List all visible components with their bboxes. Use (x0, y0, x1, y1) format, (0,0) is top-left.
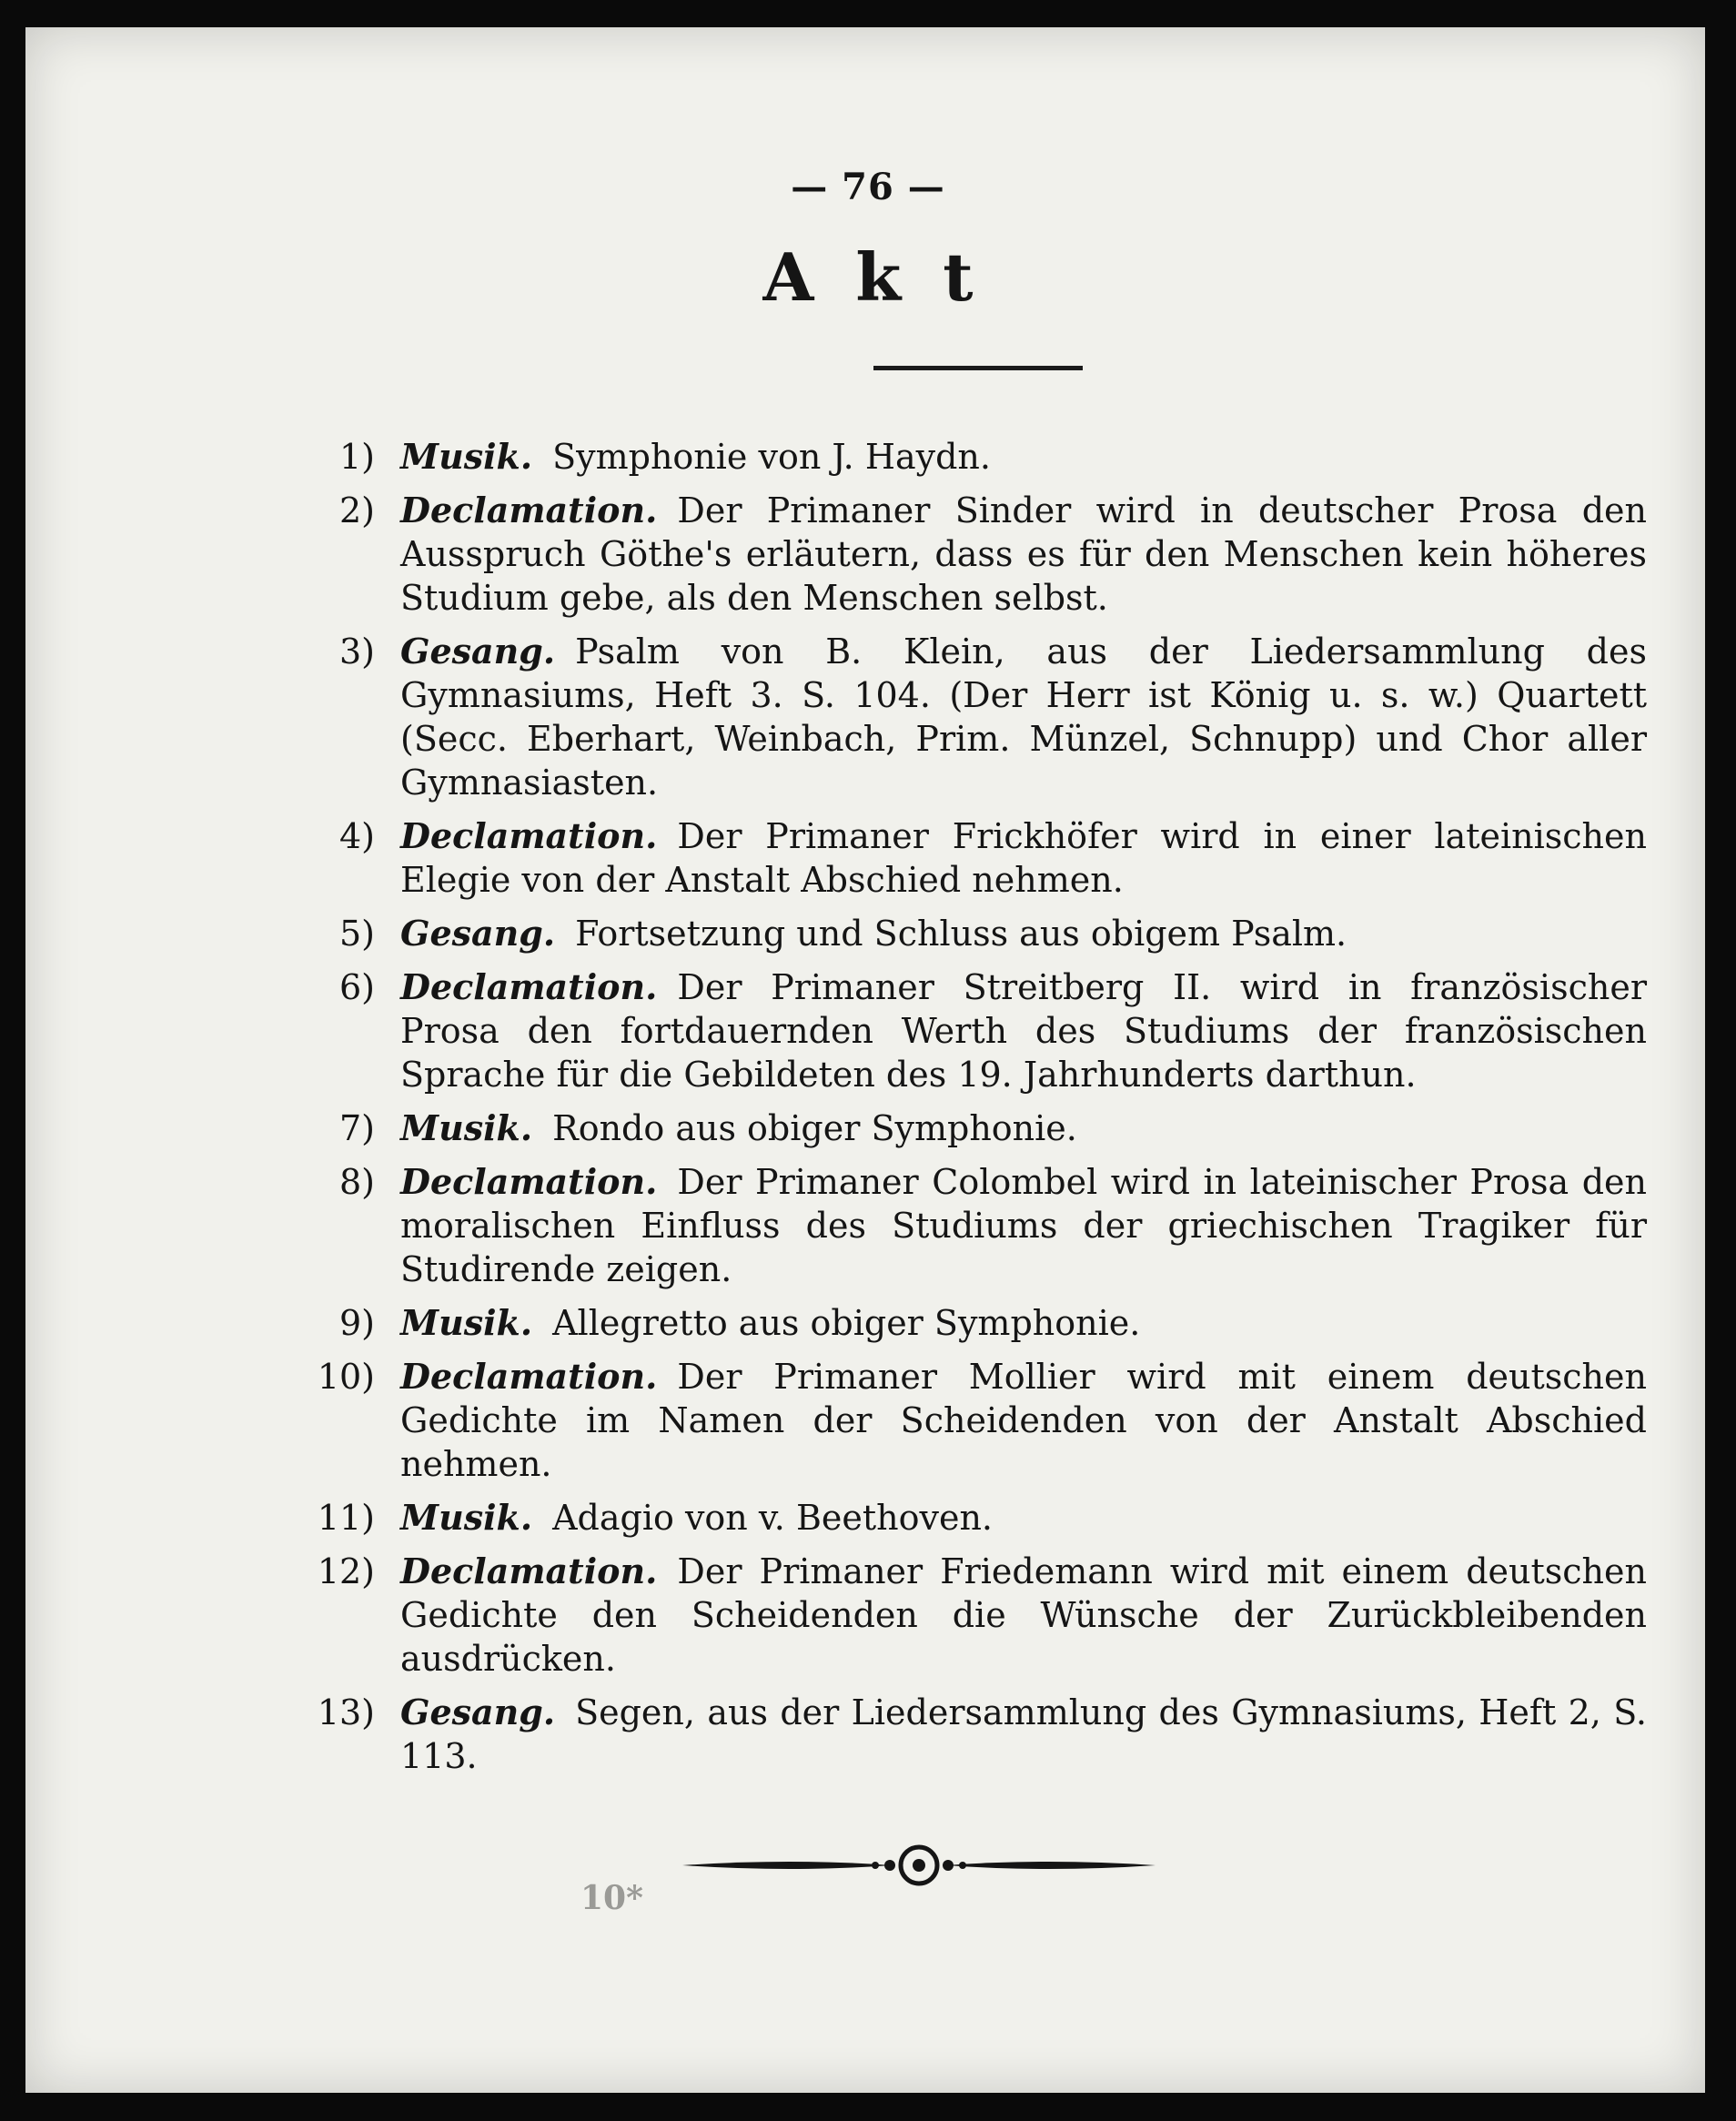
item-number: 7) (338, 1108, 375, 1148)
item-number: 12) (317, 1551, 375, 1591)
item-label: Musik. (400, 1497, 533, 1538)
item-text: Der Primaner Sinder wird in deutscher Prosa den Ausspruch Göthe's erläutern, dass es für den Menschen kein höheres Studium gebe, als den Menschen selbst. (400, 490, 1647, 618)
program-list (300, 435, 1647, 1788)
item-number: 4) (338, 816, 375, 856)
item-label: Gesang. (400, 631, 556, 672)
item-label: Musik. (400, 1107, 533, 1148)
ornament-divider (673, 1838, 1165, 1893)
program-item (300, 1550, 1647, 1681)
heading-rule (873, 366, 1083, 370)
item-number: 2) (338, 490, 375, 530)
program-item (300, 435, 1647, 479)
item-number: 11) (317, 1498, 375, 1538)
item-text: Der Primaner Streitberg II. wird in französischer Prosa den fortdauernden Werth des Studiums der französischen Sprache für die Gebildeten des 19. Jahrhunderts darthun. (400, 967, 1647, 1095)
item-number: 1) (338, 437, 375, 477)
item-text: Der Primaner Colombel wird in lateinischer Prosa den moralischen Einfluss des Studiums der griechischen Tragiker für Studirende zeigen. (400, 1162, 1647, 1289)
item-label: Declamation. (400, 966, 658, 1007)
program-item (300, 1355, 1647, 1486)
item-text: Psalm von B. Klein, aus der Liedersammlung des Gymnasiums, Heft 3. S. 104. (Der Herr ist König u. s. w.) Quartett (Secc. Eberhart, Weinbach, Prim. Münzel, Schnupp) und Chor aller Gymnasiasten. (400, 631, 1647, 803)
program-item (300, 630, 1647, 804)
bleed-through-mark: 10* (580, 1879, 643, 1917)
item-label: Gesang. (400, 1692, 556, 1732)
item-label: Declamation. (400, 1161, 658, 1202)
program-item (300, 489, 1647, 620)
page-number: — 76 — (791, 166, 945, 208)
page-heading: Akt (762, 238, 1015, 316)
program-item (300, 1106, 1647, 1150)
item-label: Gesang. (400, 913, 556, 954)
item-text: Der Primaner Mollier wird mit einem deutschen Gedichte im Namen der Scheidenden von der Anstalt Abschied nehmen. (400, 1357, 1647, 1484)
program-item (300, 965, 1647, 1096)
item-number: 5) (338, 914, 375, 954)
item-number: 13) (317, 1692, 375, 1732)
item-label: Musik. (400, 1302, 533, 1343)
program-item (300, 1301, 1647, 1345)
item-label: Declamation. (400, 1550, 658, 1591)
program-item (300, 1691, 1647, 1778)
item-label: Declamation. (400, 1356, 658, 1397)
program-item (300, 912, 1647, 955)
item-number: 10) (317, 1357, 375, 1397)
item-label: Declamation. (400, 815, 658, 856)
program-item (300, 1496, 1647, 1540)
item-text: Symphonie von J. Haydn. (552, 437, 991, 477)
program-item (300, 814, 1647, 902)
item-text: Fortsetzung und Schluss aus obigem Psalm. (575, 914, 1347, 954)
item-text: Allegretto aus obiger Symphonie. (552, 1303, 1141, 1343)
item-number: 3) (338, 631, 375, 672)
item-text: Rondo aus obiger Symphonie. (552, 1108, 1077, 1148)
item-number: 6) (338, 967, 375, 1007)
item-text: Der Primaner Frickhöfer wird in einer lateinischen Elegie von der Anstalt Abschied nehmen. (400, 816, 1647, 900)
program-item (300, 1160, 1647, 1291)
item-text: Der Primaner Friedemann wird mit einem deutschen Gedichte den Scheidenden die Wünsche der Zurückbleibenden ausdrücken. (400, 1551, 1647, 1679)
item-label: Musik. (400, 436, 533, 477)
item-text: Adagio von v. Beethoven. (552, 1498, 993, 1538)
item-number: 8) (338, 1162, 375, 1202)
item-label: Declamation. (400, 490, 658, 530)
item-text: Segen, aus der Liedersammlung des Gymnasiums, Heft 2, S. 113. (400, 1692, 1647, 1776)
item-number: 9) (338, 1303, 375, 1343)
